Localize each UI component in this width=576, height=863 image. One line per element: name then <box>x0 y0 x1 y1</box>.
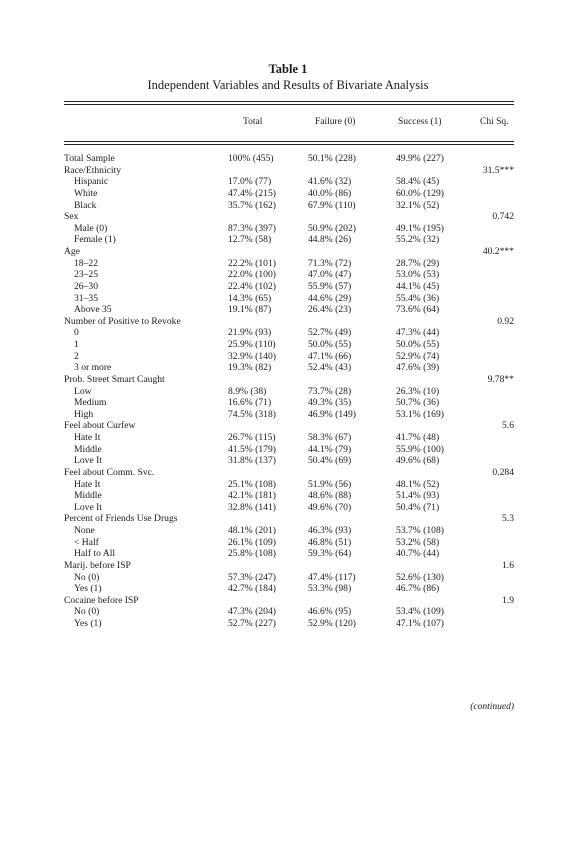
row-label: Love It <box>74 501 102 513</box>
row-label: Number of Positive to Revoke <box>64 315 181 327</box>
table-row <box>0 583 576 595</box>
cell-success: 47.3% (44) <box>396 327 440 339</box>
cell-failure: 47.1% (66) <box>308 350 352 362</box>
table-row <box>0 188 576 200</box>
cell-chi-sq: 5.6 <box>502 420 514 432</box>
cell-failure: 52.9% (120) <box>308 618 356 629</box>
cell-chi-sq: 31.5*** <box>482 164 514 176</box>
cell-chi-sq: 0.284 <box>492 466 514 478</box>
cell-failure: 55.9% (57) <box>308 280 352 292</box>
cell-failure: 46.3% (93) <box>308 525 352 536</box>
table-row <box>0 339 576 351</box>
cell-success: 53.1% (169) <box>396 408 444 420</box>
cell-success: 47.6% (39) <box>396 362 440 374</box>
table-title: Table 1 <box>268 62 308 76</box>
table-row <box>0 223 576 235</box>
row-label: Black <box>74 199 97 211</box>
cell-success: 49.9% (227) <box>396 153 444 164</box>
cell-total: 22.2% (101) <box>228 257 276 269</box>
table-row <box>0 606 576 618</box>
cell-total: 25.9% (110) <box>228 339 276 350</box>
table-row <box>0 537 576 549</box>
cell-failure: 67.9% (110) <box>308 199 356 211</box>
cell-success: 55.9% (100) <box>396 443 444 455</box>
row-label: 23–25 <box>74 269 98 281</box>
row-label: 18–22 <box>74 257 98 269</box>
cell-failure: 40.0% (86) <box>308 187 352 199</box>
cell-total: 26.7% (115) <box>228 432 276 443</box>
header-total: Total <box>243 117 263 127</box>
table-row <box>0 502 576 514</box>
header-chi-sq: Chi Sq. <box>480 117 509 127</box>
cell-success: 53.7% (108) <box>396 525 444 536</box>
cell-failure: 49.3% (35) <box>308 397 352 409</box>
header-rule <box>64 141 514 142</box>
table-row <box>0 525 576 537</box>
row-label: Marij. before ISP <box>64 559 131 571</box>
row-label: Hate It <box>74 478 101 490</box>
cell-success: 32.1% (52) <box>396 199 440 211</box>
row-label: Middle <box>74 490 102 502</box>
cell-total: 41.5% (179) <box>228 443 276 455</box>
cell-success: 53.4% (109) <box>396 606 444 618</box>
cell-total: 14.3% (65) <box>228 292 272 304</box>
cell-failure: 46.6% (95) <box>308 606 352 618</box>
table-row <box>0 153 576 165</box>
cell-total: 47.4% (215) <box>228 187 276 199</box>
cell-total: 25.1% (108) <box>228 478 276 490</box>
cell-chi-sq: 0.92 <box>497 315 514 327</box>
table-subtitle: Independent Variables and Results of Bivariate Analysis <box>147 78 429 92</box>
cell-failure: 52.7% (49) <box>308 327 352 339</box>
cell-success: 28.7% (29) <box>396 257 440 269</box>
row-label: Total Sample <box>64 153 115 164</box>
cell-total: 42.1% (181) <box>228 490 276 502</box>
table-row <box>0 548 576 560</box>
header-failure: Failure (0) <box>315 117 356 127</box>
cell-success: 60.0% (129) <box>396 187 444 199</box>
row-label: Middle <box>74 443 102 455</box>
continued-note: (continued) <box>470 702 514 712</box>
table-row <box>0 490 576 502</box>
row-label: 2 <box>74 350 79 362</box>
table-row <box>0 618 576 630</box>
table-row <box>0 432 576 444</box>
cell-failure: 46.8% (51) <box>308 536 352 548</box>
table-row <box>0 281 576 293</box>
table-row <box>0 293 576 305</box>
row-label: Yes (1) <box>74 583 102 595</box>
cell-chi-sq: 1.6 <box>502 559 514 571</box>
top-rule <box>64 101 514 102</box>
cell-failure: 26.4% (23) <box>308 304 352 316</box>
cell-failure: 44.1% (79) <box>308 443 352 455</box>
cell-total: 16.6% (71) <box>228 397 272 409</box>
row-label: Hispanic <box>74 176 109 188</box>
table-row <box>0 269 576 281</box>
table-row <box>0 397 576 409</box>
cell-chi-sq: 9.78** <box>487 373 514 385</box>
row-label: < Half <box>74 536 99 548</box>
cell-total: 32.9% (140) <box>228 350 276 362</box>
cell-chi-sq: 40.2*** <box>482 246 514 257</box>
row-label: Sex <box>64 211 79 223</box>
row-label: 31–35 <box>74 292 98 304</box>
cell-failure: 44.6% (29) <box>308 292 352 304</box>
table-row <box>0 572 576 584</box>
table-row <box>0 176 576 188</box>
cell-success: 55.4% (36) <box>396 292 440 304</box>
row-label: Cocaine before ISP <box>64 594 139 606</box>
cell-total: 57.3% (247) <box>228 571 276 583</box>
cell-total: 31.8% (137) <box>228 455 276 467</box>
row-label: Feel about Comm. Svc. <box>64 466 155 478</box>
cell-success: 50.0% (55) <box>396 339 440 350</box>
row-label: Love It <box>74 455 102 467</box>
row-label: 0 <box>74 327 79 339</box>
table-row <box>0 234 576 246</box>
cell-total: 21.9% (93) <box>228 327 272 339</box>
cell-total: 26.1% (109) <box>228 536 276 548</box>
cell-success: 50.4% (71) <box>396 501 440 513</box>
cell-failure: 46.9% (149) <box>308 408 356 420</box>
row-label: White <box>74 187 98 199</box>
table-row <box>0 351 576 363</box>
cell-failure: 48.6% (88) <box>308 490 352 502</box>
table-row <box>0 327 576 339</box>
table-row <box>0 467 576 479</box>
cell-chi-sq: 1.9 <box>502 594 514 606</box>
cell-total: 25.8% (108) <box>228 548 276 560</box>
cell-success: 40.7% (44) <box>396 548 440 560</box>
cell-total: 22.0% (100) <box>228 269 276 281</box>
cell-success: 49.6% (68) <box>396 455 440 467</box>
cell-failure: 52.4% (43) <box>308 362 352 374</box>
cell-total: 8.9% (38) <box>228 385 267 397</box>
cell-success: 47.1% (107) <box>396 618 444 629</box>
cell-total: 12.7% (58) <box>228 234 272 246</box>
table-row <box>0 316 576 328</box>
cell-failure: 59.3% (64) <box>308 548 352 560</box>
table-row <box>0 304 576 316</box>
table-row <box>0 595 576 607</box>
table-row <box>0 374 576 386</box>
cell-success: 53.2% (58) <box>396 536 440 548</box>
cell-failure: 49.6% (70) <box>308 501 352 513</box>
cell-failure: 73.7% (28) <box>308 385 352 397</box>
cell-total: 22.4% (102) <box>228 280 276 292</box>
table-row <box>0 409 576 421</box>
row-label: Race/Ethnicity <box>64 164 122 176</box>
row-label: No (0) <box>74 606 100 618</box>
cell-failure: 44.8% (26) <box>308 234 352 246</box>
cell-success: 46.7% (86) <box>396 583 440 595</box>
cell-success: 44.1% (45) <box>396 280 440 292</box>
row-label: No (0) <box>74 571 100 583</box>
cell-success: 51.4% (93) <box>396 490 440 502</box>
cell-failure: 47.4% (117) <box>308 571 356 583</box>
cell-total: 52.7% (227) <box>228 618 276 629</box>
top-rule-double <box>64 104 514 105</box>
cell-success: 26.3% (10) <box>396 385 440 397</box>
cell-failure: 50.0% (55) <box>308 339 352 350</box>
cell-failure: 58.3% (67) <box>308 432 352 443</box>
table-row <box>0 513 576 525</box>
cell-total: 35.7% (162) <box>228 199 276 211</box>
cell-failure: 71.3% (72) <box>308 257 352 269</box>
cell-success: 41.7% (48) <box>396 432 440 443</box>
cell-chi-sq: 0.742 <box>492 211 514 223</box>
row-label: Yes (1) <box>74 618 102 629</box>
table-row <box>0 420 576 432</box>
cell-total: 17.0% (77) <box>228 176 272 188</box>
cell-success: 52.6% (130) <box>396 571 444 583</box>
cell-success: 58.4% (45) <box>396 176 440 188</box>
cell-success: 48.1% (52) <box>396 478 440 490</box>
row-label: Low <box>74 385 92 397</box>
cell-failure: 50.4% (69) <box>308 455 352 467</box>
table-row <box>0 211 576 223</box>
row-label: Female (1) <box>74 234 116 246</box>
cell-total: 42.7% (184) <box>228 583 276 595</box>
table-row <box>0 455 576 467</box>
cell-success: 52.9% (74) <box>396 350 440 362</box>
cell-success: 55.2% (32) <box>396 234 440 246</box>
row-label: Percent of Friends Use Drugs <box>64 513 178 525</box>
cell-total: 48.1% (201) <box>228 525 276 536</box>
header-success: Success (1) <box>398 117 442 127</box>
cell-failure: 50.1% (228) <box>308 153 356 164</box>
table-row <box>0 258 576 270</box>
cell-total: 32.8% (141) <box>228 501 276 513</box>
row-label: Prob. Street Smart Caught <box>64 373 165 385</box>
cell-chi-sq: 5.3 <box>502 513 514 525</box>
cell-success: 49.1% (195) <box>396 222 444 234</box>
cell-total: 100% (455) <box>228 153 274 164</box>
cell-total: 87.3% (397) <box>228 222 276 234</box>
cell-failure: 41.6% (32) <box>308 176 352 188</box>
row-label: Hate It <box>74 432 101 443</box>
row-label: Male (0) <box>74 222 108 234</box>
cell-failure: 47.0% (47) <box>308 269 352 281</box>
row-label: High <box>74 408 94 420</box>
header-rule-double <box>64 144 514 145</box>
table-row <box>0 444 576 456</box>
cell-total: 47.3% (204) <box>228 606 276 618</box>
table-row <box>0 386 576 398</box>
cell-success: 73.6% (64) <box>396 304 440 316</box>
table-row <box>0 246 576 258</box>
cell-total: 74.5% (318) <box>228 408 276 420</box>
row-label: Feel about Curfew <box>64 420 136 432</box>
table-row <box>0 560 576 572</box>
table-row <box>0 200 576 212</box>
row-label: Above 35 <box>74 304 112 316</box>
cell-failure: 51.9% (56) <box>308 478 352 490</box>
cell-success: 50.7% (36) <box>396 397 440 409</box>
table-row <box>0 165 576 177</box>
cell-total: 19.1% (87) <box>228 304 272 316</box>
cell-success: 53.0% (53) <box>396 269 440 281</box>
table-body <box>0 153 576 630</box>
table-row <box>0 362 576 374</box>
row-label: Half to All <box>74 548 116 560</box>
cell-failure: 50.9% (202) <box>308 222 356 234</box>
cell-failure: 53.3% (98) <box>308 583 352 595</box>
cell-total: 19.3% (82) <box>228 362 272 374</box>
row-label: 1 <box>74 339 79 350</box>
table-row <box>0 479 576 491</box>
row-label: None <box>74 525 95 536</box>
row-label: Medium <box>74 397 107 409</box>
row-label: 26–30 <box>74 280 98 292</box>
row-label: 3 or more <box>74 362 112 374</box>
row-label: Age <box>64 246 80 257</box>
